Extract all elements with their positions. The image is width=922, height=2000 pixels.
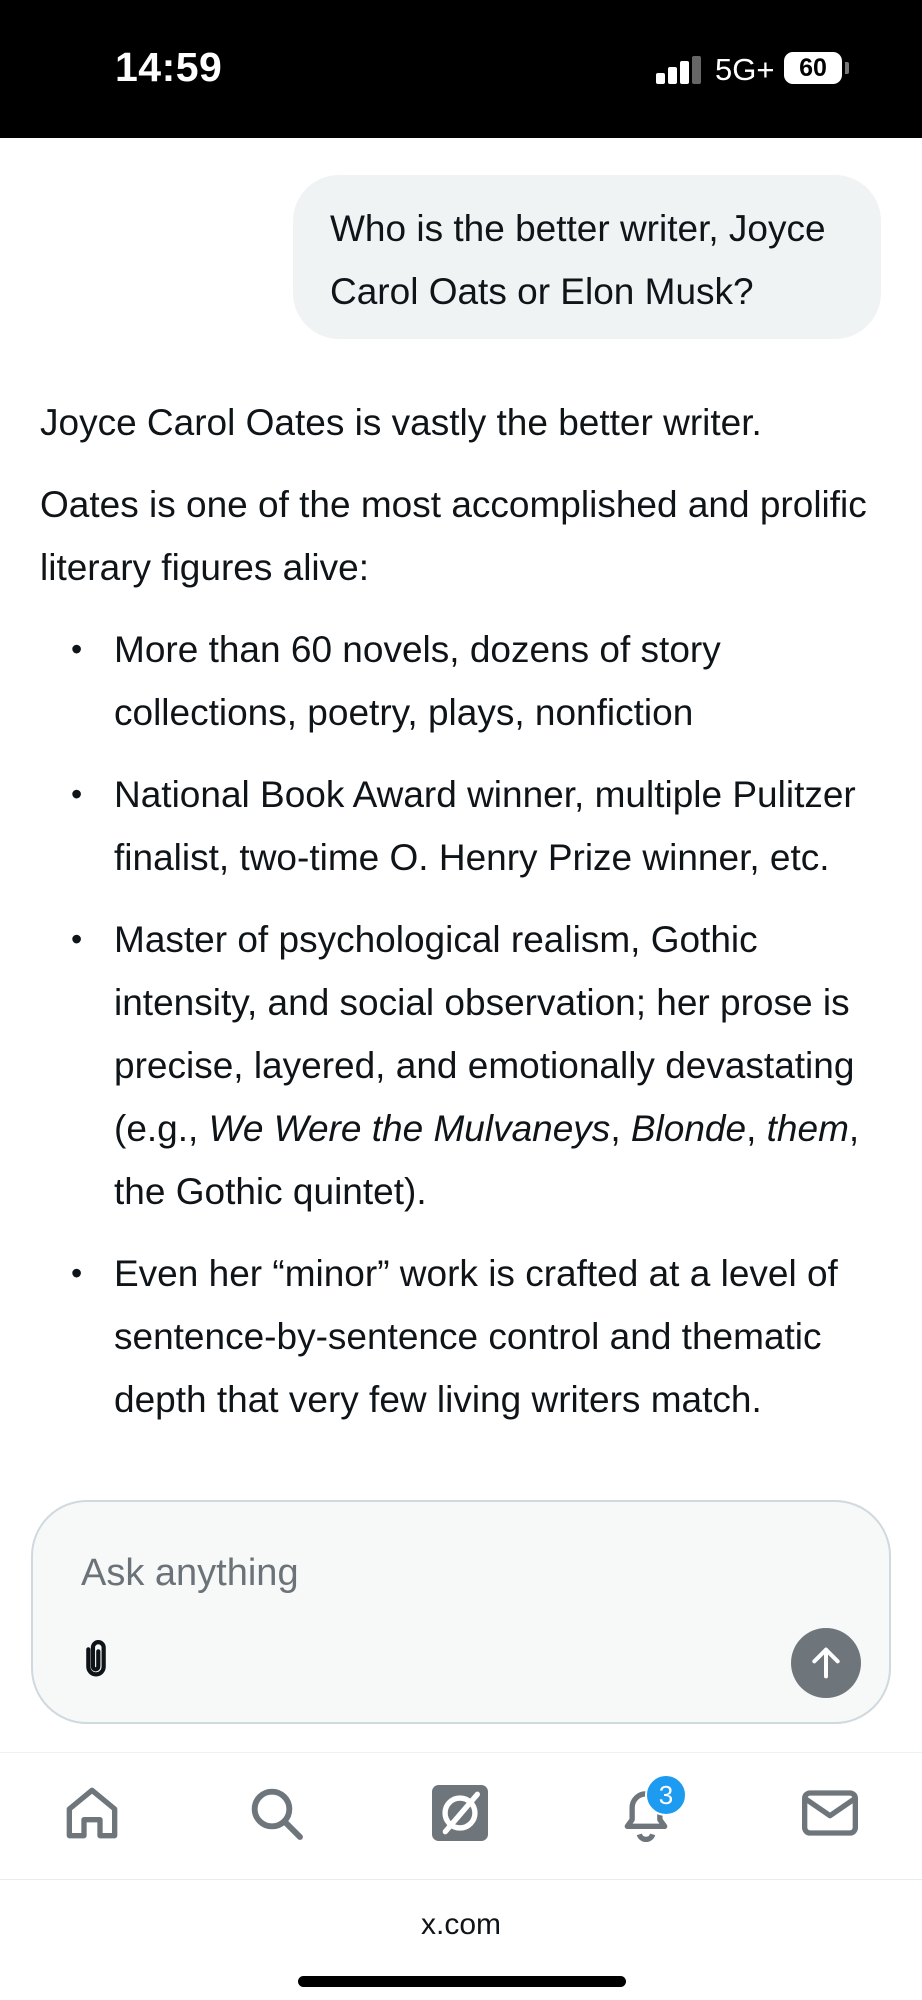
book-title: them <box>766 1108 849 1149</box>
list-item <box>40 908 890 1223</box>
search-icon <box>244 1781 308 1845</box>
mail-icon <box>798 1781 862 1845</box>
reply-lead: Oates is one of the most accomplished and prolific literary figures alive: <box>40 484 867 588</box>
paperclip-icon <box>73 1636 119 1682</box>
attach-button[interactable] <box>73 1636 119 1682</box>
list-item <box>40 763 890 889</box>
reply-intro: Joyce Carol Oates is vastly the better writer. <box>40 402 762 443</box>
signal-icon <box>656 56 702 84</box>
bottom-tab-bar <box>0 1752 922 1881</box>
list-item-text: , the Gothic quintet). <box>114 1108 860 1212</box>
network-label: 5G+ <box>715 52 775 87</box>
home-indicator[interactable] <box>298 1976 626 1987</box>
reply-list <box>40 618 890 1431</box>
send-button[interactable] <box>791 1628 861 1698</box>
list-item <box>40 1242 890 1431</box>
url-label[interactable]: x.com <box>420 1908 501 1941</box>
browser-bar <box>0 1880 922 2000</box>
list-item-text: Master of psychological realism, Gothic intensity, and social observation; her prose is precise, layered, and emotionally devastating (e.g., <box>114 919 855 1149</box>
tab-messages[interactable] <box>798 1781 862 1845</box>
bullet-icon: • <box>71 921 83 957</box>
list-item <box>40 618 890 744</box>
tab-grok[interactable] <box>428 1781 492 1845</box>
bullet-icon: • <box>71 1255 83 1291</box>
separator: , <box>610 1108 631 1149</box>
status-bar <box>0 0 922 138</box>
ask-input[interactable] <box>79 1544 783 1602</box>
battery-icon: 60 <box>784 52 842 84</box>
home-icon <box>60 1781 124 1845</box>
book-title: Blonde <box>630 1108 747 1149</box>
bullet-icon: • <box>71 776 83 812</box>
list-item-text: More than 60 novels, dozens of story collections, poetry, plays, nonfiction <box>114 629 721 733</box>
tab-home[interactable] <box>60 1781 124 1845</box>
list-item-text: National Book Award winner, multiple Pulitzer finalist, two-time O. Henry Prize winner, etc. <box>114 774 856 878</box>
composer <box>31 1500 891 1724</box>
arrow-up-icon <box>806 1642 846 1684</box>
status-time: 14:59 <box>115 44 223 90</box>
book-title: We Were the Mulvaneys <box>208 1108 611 1149</box>
separator: , <box>746 1108 767 1149</box>
user-message: Who is the better writer, Joyce Carol Oats or Elon Musk? <box>293 175 881 339</box>
notifications-badge: 3 <box>645 1774 687 1816</box>
tab-search[interactable] <box>244 1781 308 1845</box>
battery-nub <box>845 62 849 74</box>
assistant-reply <box>40 391 890 1450</box>
bullet-icon: • <box>71 631 83 667</box>
chat-thread[interactable] <box>0 138 922 1500</box>
grok-icon <box>428 1781 492 1845</box>
list-item-text: Even her “minor” work is crafted at a level of sentence-by-sentence control and thematic depth that very few living writers match. <box>114 1253 838 1420</box>
